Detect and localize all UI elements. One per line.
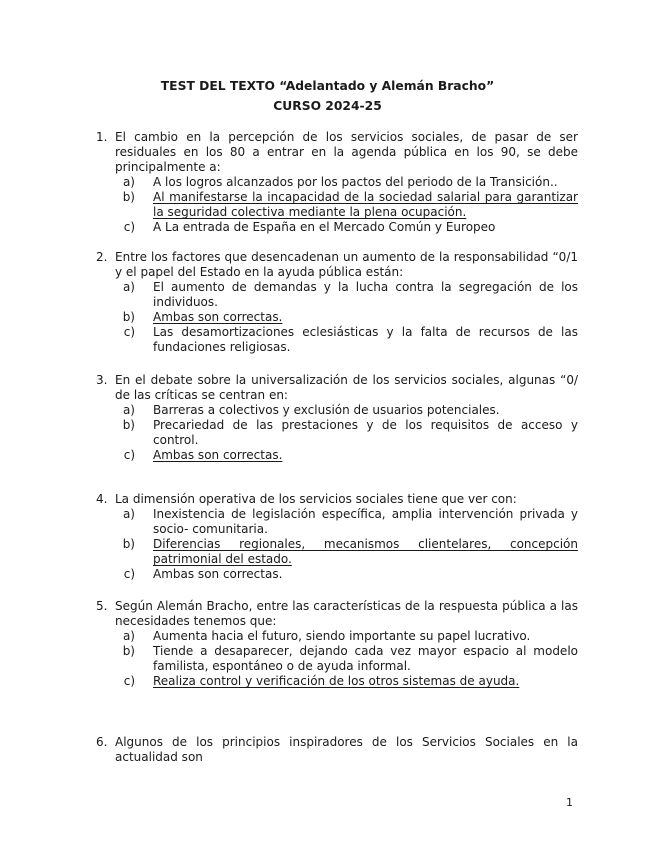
option-a [115, 507, 578, 537]
option-letter: b) [122, 190, 135, 204]
option-text-answer: Diferencias regionales, mecanismos clientelares, concepción patrimonial del estado. [153, 537, 578, 566]
option-text: Precariedad de las prestaciones y de los requisitos de acceso y control. [153, 418, 578, 447]
option-letter: c) [123, 674, 135, 688]
option-c [115, 448, 578, 463]
question-number: 4. [96, 492, 108, 506]
option-letter: a) [122, 629, 135, 643]
option-b [115, 644, 578, 674]
option-c [115, 325, 578, 355]
question-6 [96, 735, 578, 765]
question-3 [96, 373, 578, 463]
option-text: A La entrada de España en el Mercado Común y Europeo [153, 220, 496, 234]
question-text: La dimensión operativa de los servicios sociales tiene que ver con: [115, 492, 517, 506]
question-number: 3. [96, 373, 108, 387]
option-text: Las desamortizaciones eclesiásticas y la falta de recursos de las fundaciones religiosas. [153, 325, 578, 354]
question-number: 5. [96, 599, 108, 613]
option-text-answer: Ambas son correctas. [153, 310, 283, 324]
option-text: Barreras a colectivos y exclusión de usuarios potenciales. [153, 403, 500, 417]
option-letter: a) [122, 507, 135, 521]
question-4 [96, 492, 578, 582]
option-text: Tiende a desaparecer, dejando cada vez mayor espacio al modelo familista, espontáneo o de ayuda informal. [153, 644, 578, 673]
option-letter: a) [122, 175, 135, 189]
question-2 [96, 250, 578, 355]
document-subtitle: CURSO 2024-25 [273, 99, 382, 113]
question-text: Algunos de los principios inspiradores de los Servicios Sociales en la actualidad son [115, 735, 578, 764]
question-1 [96, 130, 578, 235]
option-text-answer: Realiza control y verificación de los otros sistemas de ayuda. [153, 674, 520, 688]
question-number: 6. [96, 735, 108, 749]
option-a [115, 175, 578, 190]
option-letter: c) [123, 567, 135, 581]
question-text: En el debate sobre la universalización de los servicios sociales, algunas “0/ de las críticas se centran en: [115, 373, 578, 402]
option-c [115, 674, 578, 689]
option-text: El aumento de demandas y la lucha contra la segregación de los individuos. [153, 280, 578, 309]
option-letter: b) [122, 537, 135, 551]
option-a [115, 280, 578, 310]
question-text: Según Alemán Bracho, entre las características de la respuesta pública a las necesidades tenemos que: [115, 599, 578, 628]
option-b [115, 190, 578, 220]
option-letter: b) [122, 418, 135, 432]
question-text: El cambio en la percepción de los servicios sociales, de pasar de ser residuales en los 80 a entrar en la agenda pública en los 90, se debe principalmente a: [115, 130, 578, 174]
option-text: A los logros alcanzados por los pactos del periodo de la Transición.. [153, 175, 558, 189]
option-letter: c) [123, 448, 135, 462]
option-b [115, 418, 578, 448]
question-text: Entre los factores que desencadenan un aumento de la responsabilidad “0/1 y el papel del Estado en la ayuda pública están: [115, 250, 578, 279]
question-5 [96, 599, 578, 689]
option-letter: a) [122, 403, 135, 417]
option-b [115, 537, 578, 567]
page-number: 1 [566, 796, 573, 809]
option-letter: c) [123, 325, 135, 339]
option-text: Inexistencia de legislación específica, amplia intervención privada y socio- comunitaria. [153, 507, 578, 536]
option-letter: b) [122, 310, 135, 324]
option-b [115, 310, 578, 325]
option-letter: a) [122, 280, 135, 294]
document-title: TEST DEL TEXTO “Adelantado y Alemán Bracho” [160, 79, 495, 93]
option-text: Aumenta hacia el futuro, siendo importante su papel lucrativo. [153, 629, 531, 643]
question-number: 2. [96, 250, 108, 264]
option-c [115, 567, 578, 582]
option-letter: b) [122, 644, 135, 658]
option-a [115, 629, 578, 644]
question-number: 1. [96, 130, 108, 144]
option-c [115, 220, 578, 235]
option-letter: c) [123, 220, 135, 234]
option-text: Ambas son correctas. [153, 567, 283, 581]
option-text-answer: Al manifestarse la incapacidad de la sociedad salarial para garantizar la seguridad colectiva mediante la plena ocupación. [153, 190, 578, 219]
option-text-answer: Ambas son correctas. [153, 448, 283, 462]
option-a [115, 403, 578, 418]
